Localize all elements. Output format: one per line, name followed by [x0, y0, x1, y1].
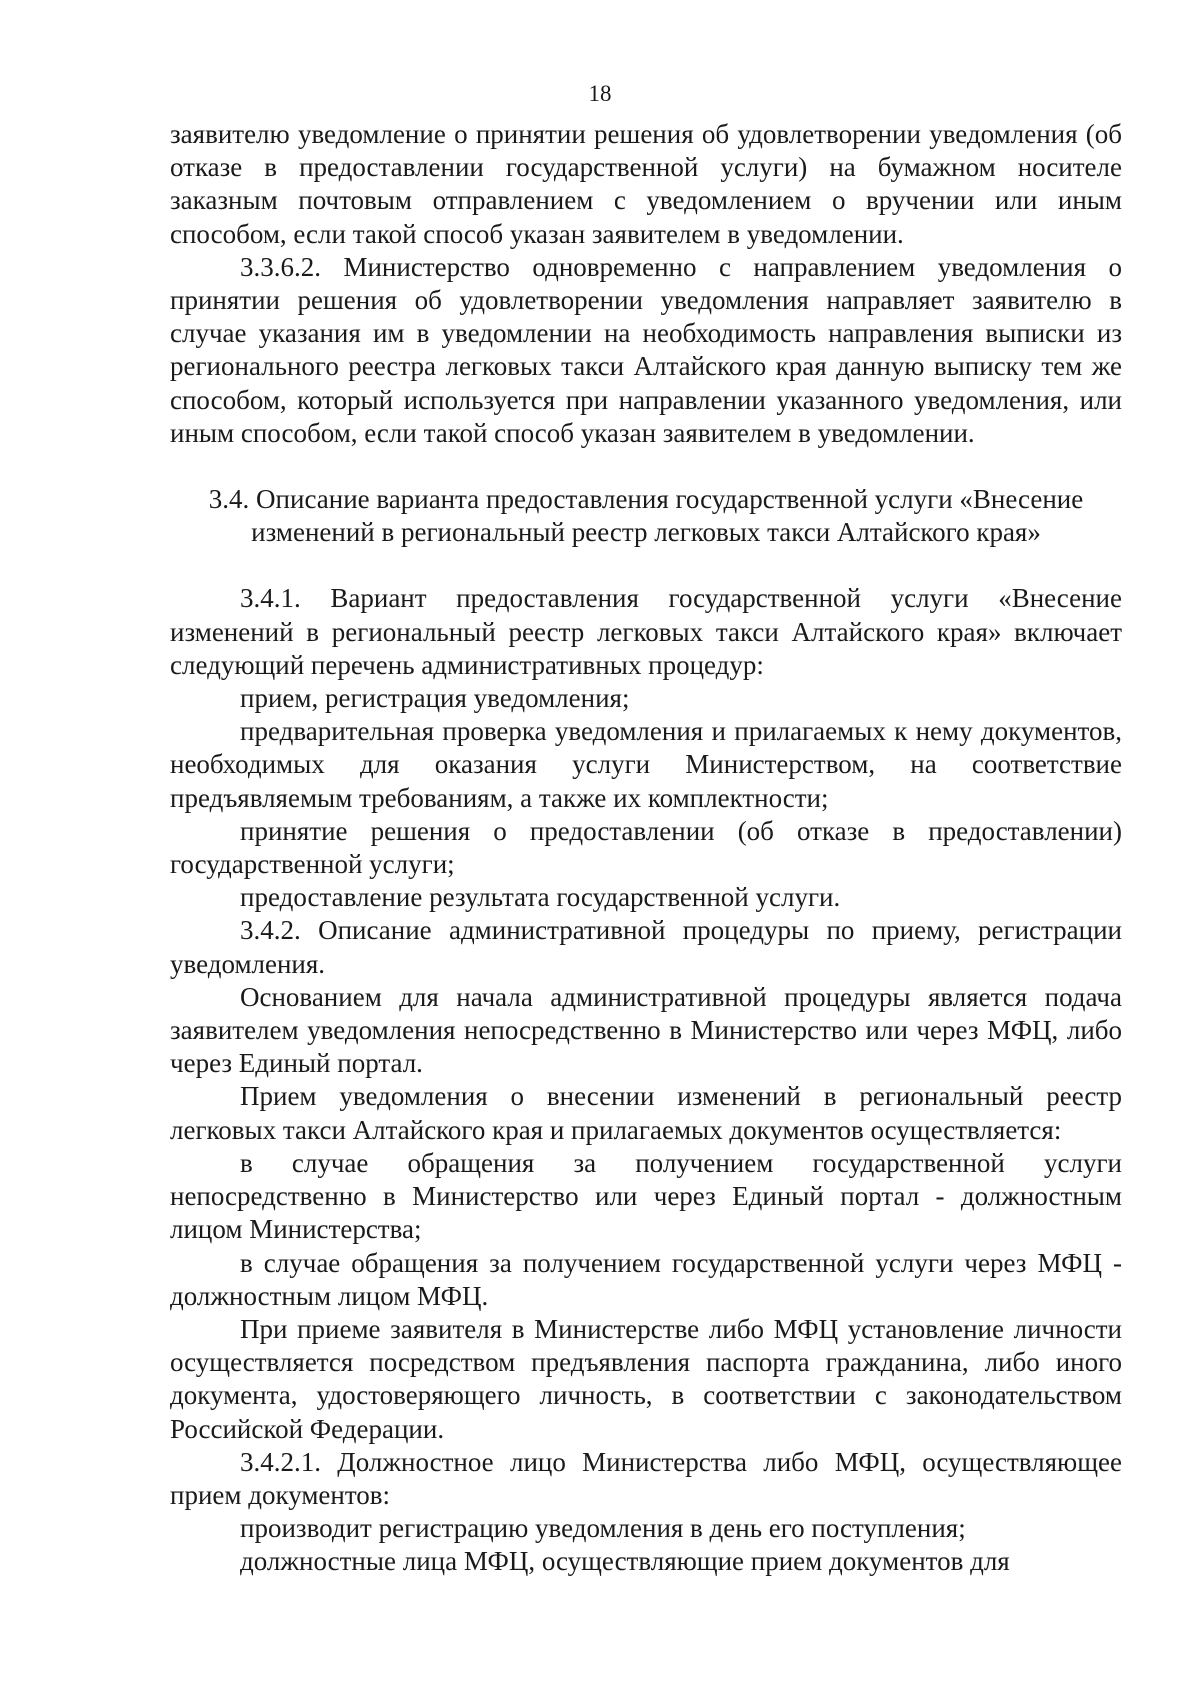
document-body — [170, 118, 1122, 1579]
paragraph: заявителю уведомление о принятии решения об удовлетворении уведомления (об отказе в предоставлении государственной услуги) на бумажном носителе заказным почтовым отправлением с уведомлением о вручении или иным способом, если такой способ указан заявителем в уведомлении. — [170, 119, 1122, 249]
list-item: принятие решения о предоставлении (об отказе в предоставлении) государственной услуги; — [170, 815, 1122, 880]
paragraph: 3.3.6.2. Министерство одновременно с направлением уведомления о принятии решения об удовлетворении уведомления направляет заявителю в случае указания им в уведомлении на необходимость направления выписки из регионального реестра легковых такси Алтайского края данную выписку тем же способом, который используется при направлении указанного уведомления, или иным способом, если такой способ указан заявителем в уведомлении. — [170, 251, 1122, 448]
paragraph: Основанием для начала административной процедуры является подача заявителем уведомления непосредственно в Министерство или через МФЦ, либо через Единый портал. — [170, 981, 1122, 1079]
paragraph: 3.4.1. Вариант предоставления государственной услуги «Внесение изменений в региональный реестр легковых такси Алтайского края» включает следующий перечень административных процедур: — [170, 583, 1122, 680]
list-item: в случае обращения за получением государственной услуги непосредственно в Министерство или через Единый портал - должностным лицом Министерства; — [170, 1147, 1122, 1245]
paragraph: 3.4.2.1. Должностное лицо Министерства либо МФЦ, осуществляющее прием документов: — [170, 1446, 1122, 1510]
list-item: предварительная проверка уведомления и прилагаемых к нему документов, необходимых для оказания услуги Министерством, на соответствие предъявляемым требованиям, а также их комплектности; — [170, 716, 1122, 813]
section-heading: 3.4. Описание варианта предоставления государственной услуги «Внесение изменений в региональный реестр легковых такси Алтайского края» — [208, 484, 1084, 548]
page-number: 18 — [588, 81, 612, 106]
list-item: производит регистрацию уведомления в день его поступления; — [240, 1513, 966, 1544]
paragraph: Прием уведомления о внесении изменений в региональный реестр легковых такси Алтайского края и прилагаемых документов осуществляется: — [170, 1081, 1122, 1145]
list-item: должностные лица МФЦ, осуществляющие прием документов для — [240, 1546, 1010, 1577]
paragraph: 3.4.2. Описание административной процедуры по приему, регистрации уведомления. — [170, 915, 1122, 979]
list-item: прием, регистрация уведомления; — [240, 683, 630, 714]
list-item: в случае обращения за получением государственной услуги через МФЦ - должностным лицом МФЦ. — [170, 1247, 1122, 1311]
list-item: предоставление результата государственной услуги. — [240, 882, 841, 913]
paragraph: При приеме заявителя в Министерстве либо МФЦ установление личности осуществляется посредством предъявления паспорта гражданина, либо иного документа, удостоверяющего личность, в соответствии с законодательством Российской Федерации. — [170, 1313, 1122, 1444]
